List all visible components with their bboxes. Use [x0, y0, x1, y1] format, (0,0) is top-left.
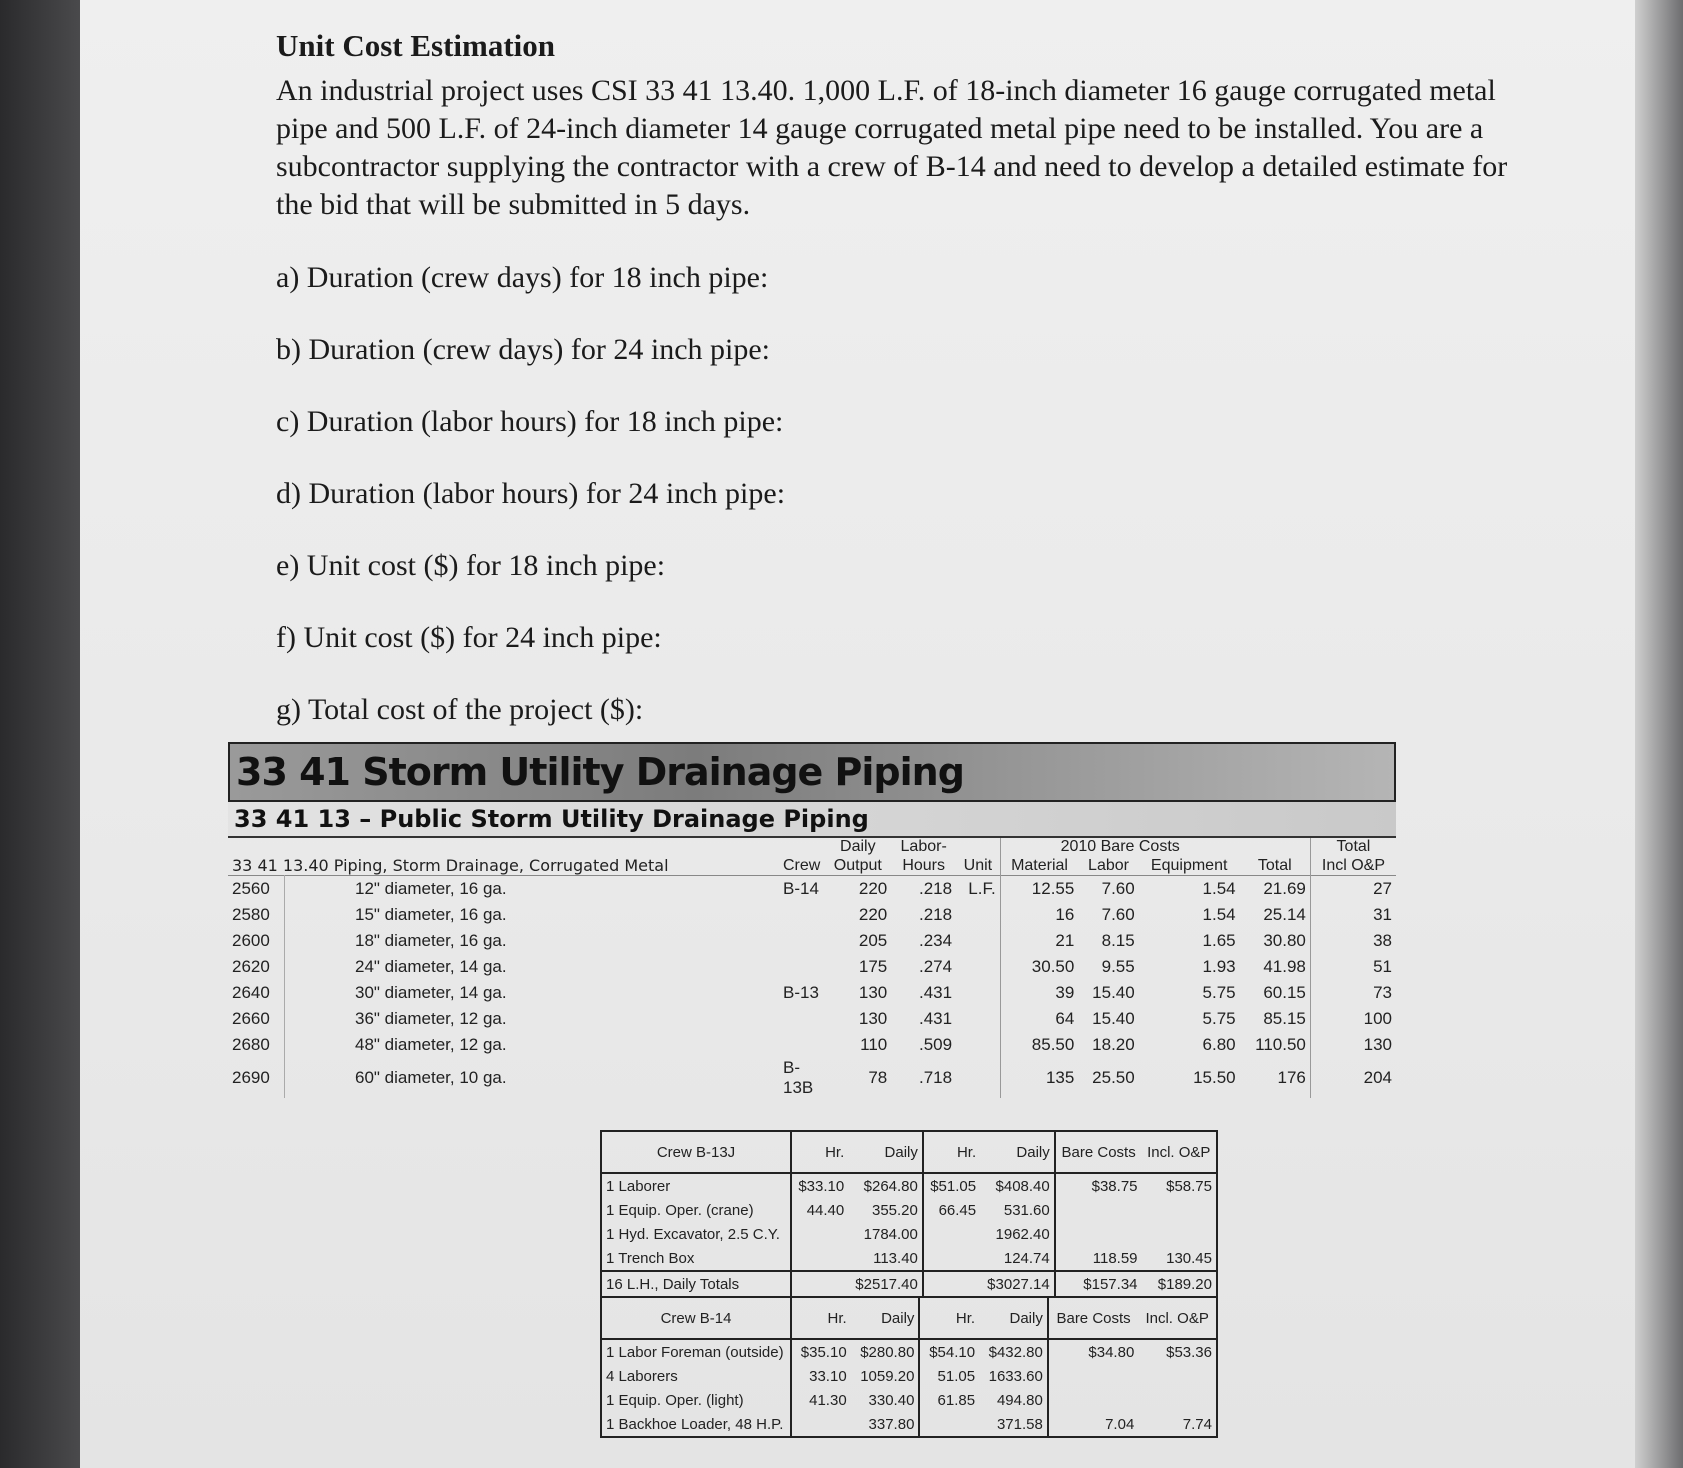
unit — [956, 954, 1000, 980]
crew-b13j-hdr-bare: Bare Costs — [1055, 1131, 1142, 1173]
crew-b14-table — [600, 1298, 1218, 1438]
crew-row — [601, 1198, 1217, 1222]
hdr-material: Material — [1000, 856, 1078, 876]
total-cost: 110.50 — [1255, 1035, 1306, 1054]
total-incl-op: 27 — [1310, 876, 1396, 903]
crew-b13j-hdr-daily: Daily — [848, 1131, 923, 1173]
subsection-header — [228, 802, 1396, 838]
hdr-total-op-1: Total — [1310, 838, 1396, 856]
material-cost: 85.50 — [1000, 1032, 1078, 1058]
daily-output: 220 — [858, 905, 888, 924]
material-cost: 30.50 — [1000, 954, 1078, 980]
daily-cost-op: 1633.60 — [988, 1367, 1043, 1385]
line-number: 2560 — [228, 876, 285, 903]
bare-cost: 7.04 — [1048, 1412, 1138, 1437]
labor-cost: 7.60 — [1101, 905, 1135, 924]
crew-code — [779, 1006, 824, 1032]
material-cost: 64 — [1000, 1006, 1078, 1032]
daily-output: 130 — [858, 1009, 888, 1028]
incl-op-cost: 130.45 — [1166, 1249, 1212, 1267]
crew-b13j-total-label: 16 L.H., Daily Totals — [601, 1271, 791, 1297]
daily-output: 220 — [858, 879, 888, 898]
cost-header-row-2 — [228, 856, 1396, 876]
crew-b14-hdr-daily: Daily — [851, 1298, 920, 1339]
labor-cost: 15.40 — [1092, 1009, 1135, 1028]
cost-row — [228, 954, 1396, 980]
item-description: 30" diameter, 14 ga. — [355, 983, 507, 1002]
crew-row — [601, 1246, 1217, 1271]
labor-cost: 15.40 — [1092, 983, 1135, 1002]
crew-row — [601, 1364, 1217, 1388]
hourly-rate: $33.10 — [791, 1173, 848, 1198]
hdr-daily: Daily — [840, 838, 876, 855]
hdr-hours: Hours — [902, 856, 945, 874]
question-d: d) Duration (labor hours) for 24 inch pipe: — [276, 477, 786, 510]
daily-cost-op: 494.80 — [996, 1391, 1043, 1409]
crew-b13j-hdr-hr: Hr. — [791, 1131, 848, 1173]
hdr-equipment: Equipment — [1150, 856, 1228, 874]
daily-cost-op: $408.40 — [995, 1177, 1050, 1195]
crew-member: 1 Trench Box — [606, 1249, 695, 1267]
crew-code — [779, 902, 824, 928]
labor-cost: 9.55 — [1101, 957, 1135, 976]
crew-row — [601, 1222, 1217, 1246]
crew-b13j-total-bare: $157.34 — [1055, 1271, 1142, 1297]
labor-hours: .218 — [918, 905, 953, 924]
crew-member: 1 Hyd. Excavator, 2.5 C.Y. — [606, 1225, 780, 1243]
daily-cost: $280.80 — [860, 1343, 915, 1361]
cost-row — [228, 1058, 1396, 1098]
hourly-rate: 33.10 — [791, 1364, 851, 1388]
hourly-rate — [791, 1246, 848, 1271]
hourly-rate — [791, 1222, 848, 1246]
item-description: 12" diameter, 16 ga. — [355, 879, 507, 898]
line-number: 2580 — [228, 902, 285, 928]
total-incl-op: 130 — [1310, 1032, 1396, 1058]
incl-op-cost — [1142, 1222, 1217, 1246]
division-title: 33 41 Storm Utility Drainage Piping — [236, 750, 964, 794]
crew-b13j-hdr-hr-op: Hr. — [923, 1131, 980, 1173]
hdr-bare-costs: 2010 Bare Costs — [1000, 838, 1239, 856]
material-cost: 16 — [1000, 902, 1078, 928]
crew-b14-hdr-bare: Bare Costs — [1048, 1298, 1138, 1339]
cost-row — [228, 1032, 1396, 1058]
incl-op-cost — [1138, 1364, 1217, 1388]
hourly-rate — [791, 1412, 851, 1437]
labor-hours: .509 — [918, 1035, 953, 1054]
labor-cost: 18.20 — [1092, 1035, 1135, 1054]
question-g: g) Total cost of the project ($): — [276, 693, 644, 726]
daily-output: 78 — [868, 1068, 888, 1087]
crew-b13j-total-daily: $2517.40 — [848, 1271, 923, 1297]
crew-b14-name: Crew B-14 — [601, 1298, 791, 1339]
cost-row — [228, 980, 1396, 1006]
unit — [956, 980, 1000, 1006]
hourly-rate: $35.10 — [791, 1339, 851, 1364]
total-incl-op: 31 — [1310, 902, 1396, 928]
crew-b14-hdr-incl: Incl. O&P — [1138, 1298, 1217, 1339]
question-f: f) Unit cost ($) for 24 inch pipe: — [276, 621, 662, 654]
crew-b13j-hdr-daily-op: Daily — [980, 1131, 1055, 1173]
cost-header-row-1 — [228, 838, 1396, 856]
daily-cost-op: 124.74 — [1003, 1249, 1050, 1267]
line-number: 2690 — [228, 1058, 285, 1098]
labor-cost: 7.60 — [1101, 879, 1135, 898]
equipment-cost: 1.54 — [1202, 879, 1236, 898]
hdr-crew: Crew — [783, 856, 821, 874]
crew-member: 1 Backhoe Loader, 48 H.P. — [606, 1415, 784, 1433]
labor-cost: 25.50 — [1092, 1068, 1135, 1087]
incl-op-cost — [1142, 1198, 1217, 1222]
total-cost: 60.15 — [1263, 983, 1306, 1002]
daily-output: 175 — [858, 957, 888, 976]
hourly-rate: 41.30 — [791, 1388, 851, 1412]
hdr-incl-op: Incl O&P — [1310, 856, 1396, 876]
cost-row — [228, 902, 1396, 928]
cost-row — [228, 1006, 1396, 1032]
hourly-rate-op: $51.05 — [923, 1173, 980, 1198]
problem-title: Unit Cost Estimation — [276, 28, 556, 63]
equipment-cost: 1.54 — [1202, 905, 1236, 924]
crew-b13j-body — [601, 1173, 1217, 1271]
daily-cost-op: 371.58 — [996, 1415, 1043, 1433]
daily-cost-op: 531.60 — [1003, 1201, 1050, 1219]
crew-code: B-13 — [783, 983, 819, 1002]
hourly-rate-op: 66.45 — [923, 1198, 980, 1222]
hdr-output: Output — [833, 856, 882, 874]
labor-hours: .218 — [918, 879, 953, 898]
crew-b13j-hdr-incl: Incl. O&P — [1142, 1131, 1217, 1173]
bare-cost — [1055, 1222, 1142, 1246]
question-list — [276, 258, 1596, 762]
unit — [956, 902, 1000, 928]
crew-member: 1 Labor Foreman (outside) — [606, 1343, 784, 1361]
labor-hours: .718 — [918, 1068, 953, 1087]
bare-cost — [1048, 1364, 1138, 1388]
daily-cost: 330.40 — [868, 1391, 915, 1409]
hourly-rate-op: 51.05 — [919, 1364, 979, 1388]
item-description: 18" diameter, 16 ga. — [355, 931, 507, 950]
daily-cost: 1784.00 — [863, 1225, 918, 1243]
crew-member: 1 Equip. Oper. (crane) — [606, 1201, 754, 1219]
crew-b14-header — [601, 1298, 1217, 1339]
item-description: 48" diameter, 12 ga. — [355, 1035, 507, 1054]
total-cost: 21.69 — [1263, 879, 1306, 898]
hourly-rate-op — [919, 1412, 979, 1437]
equipment-cost: 6.80 — [1202, 1035, 1236, 1054]
item-description: 60" diameter, 10 ga. — [355, 1068, 507, 1087]
unit: L.F. — [968, 879, 996, 898]
bare-cost: 118.59 — [1055, 1246, 1142, 1271]
crew-row — [601, 1339, 1217, 1364]
unit — [956, 1032, 1000, 1058]
equipment-cost: 5.75 — [1202, 983, 1236, 1002]
daily-cost-op: 1962.40 — [995, 1225, 1050, 1243]
material-cost: 135 — [1000, 1058, 1078, 1098]
crew-code — [779, 954, 824, 980]
line-number: 2680 — [228, 1032, 285, 1058]
question-c: c) Duration (labor hours) for 18 inch pipe: — [276, 405, 784, 438]
line-number: 2600 — [228, 928, 285, 954]
crew-code — [779, 928, 824, 954]
crew-row — [601, 1412, 1217, 1437]
division-header — [228, 742, 1396, 802]
total-cost: 85.15 — [1263, 1009, 1306, 1028]
item-description: 24" diameter, 14 ga. — [355, 957, 507, 976]
total-incl-op: 38 — [1310, 928, 1396, 954]
crew-b14-hdr-hr-op: Hr. — [919, 1298, 979, 1339]
bare-cost — [1055, 1198, 1142, 1222]
cost-table — [228, 838, 1396, 1098]
subsection-title: 33 41 13 – Public Storm Utility Drainage Piping — [234, 805, 869, 833]
hourly-rate-op: $54.10 — [919, 1339, 979, 1364]
incl-op-cost: $58.75 — [1166, 1177, 1212, 1195]
section-title: 33 41 13.40 Piping, Storm Drainage, Corrugated Metal — [232, 856, 669, 875]
crew-member: 1 Laborer — [606, 1177, 671, 1195]
equipment-cost: 15.50 — [1193, 1068, 1236, 1087]
crew-member: 1 Equip. Oper. (light) — [606, 1391, 744, 1409]
crew-b14-hdr-hr: Hr. — [791, 1298, 851, 1339]
crew-tables — [600, 1130, 1218, 1438]
labor-hours: .431 — [918, 983, 953, 1002]
daily-output: 205 — [858, 931, 888, 950]
incl-op-cost: $53.36 — [1166, 1343, 1212, 1361]
crew-code: B-13B — [783, 1058, 814, 1097]
unit — [956, 928, 1000, 954]
crew-b14-hdr-daily-op: Daily — [979, 1298, 1048, 1339]
cost-table-body — [228, 876, 1396, 1099]
hdr-unit: Unit — [963, 856, 993, 874]
hdr-total: Total — [1257, 856, 1292, 874]
daily-output: 110 — [860, 1035, 888, 1054]
daily-cost: 337.80 — [868, 1415, 915, 1433]
incl-op-cost: 7.74 — [1182, 1415, 1212, 1433]
labor-hours: .431 — [918, 1009, 953, 1028]
equipment-cost: 1.93 — [1202, 957, 1236, 976]
incl-op-cost — [1138, 1388, 1217, 1412]
crew-member: 4 Laborers — [606, 1367, 678, 1385]
total-cost: 176 — [1277, 1068, 1306, 1087]
equipment-cost: 1.65 — [1202, 931, 1236, 950]
total-cost: 41.98 — [1263, 957, 1306, 976]
crew-b13j-name: Crew B-13J — [601, 1131, 791, 1173]
question-a: a) Duration (crew days) for 18 inch pipe: — [276, 261, 769, 294]
problem-content — [276, 28, 1596, 762]
unit — [956, 1006, 1000, 1032]
crew-b13j-header — [601, 1131, 1217, 1173]
total-cost: 30.80 — [1263, 931, 1306, 950]
cost-row — [228, 928, 1396, 954]
monitor-bezel-right — [1635, 0, 1683, 1468]
hourly-rate-op: 61.85 — [919, 1388, 979, 1412]
daily-cost-op: $432.80 — [988, 1343, 1043, 1361]
total-cost: 25.14 — [1263, 905, 1306, 924]
hdr-labor-cost: Labor — [1088, 856, 1129, 874]
question-b: b) Duration (crew days) for 24 inch pipe: — [276, 333, 771, 366]
line-number: 2640 — [228, 980, 285, 1006]
equipment-cost: 5.75 — [1202, 1009, 1236, 1028]
labor-hours: .234 — [918, 931, 953, 950]
crew-b13j-total-daily-op: $3027.14 — [980, 1271, 1055, 1297]
crew-row — [601, 1173, 1217, 1198]
crew-row — [601, 1388, 1217, 1412]
material-cost: 21 — [1000, 928, 1078, 954]
labor-hours: .274 — [918, 957, 953, 976]
bare-cost: $38.75 — [1055, 1173, 1142, 1198]
hourly-rate-op — [923, 1222, 980, 1246]
daily-cost: $264.80 — [863, 1177, 918, 1195]
crew-b13j-total-incl: $189.20 — [1142, 1271, 1217, 1297]
daily-output: 130 — [858, 983, 888, 1002]
crew-code — [779, 1032, 824, 1058]
unit — [956, 1058, 1000, 1098]
total-incl-op: 73 — [1310, 980, 1396, 1006]
crew-b13j-total-row — [601, 1271, 1217, 1297]
crew-b14-body — [601, 1339, 1217, 1437]
hourly-rate-op — [923, 1246, 980, 1271]
crew-b13j-table — [600, 1130, 1218, 1298]
item-description: 36" diameter, 12 ga. — [355, 1009, 507, 1028]
daily-cost: 355.20 — [871, 1201, 918, 1219]
bare-cost: $34.80 — [1048, 1339, 1138, 1364]
daily-cost: 113.40 — [873, 1249, 918, 1267]
hourly-rate: 44.40 — [791, 1198, 848, 1222]
line-number: 2620 — [228, 954, 285, 980]
hdr-labor-hours-1: Labor- — [900, 838, 947, 855]
cost-row — [228, 876, 1396, 903]
daily-cost: 1059.20 — [860, 1367, 915, 1385]
cost-data-excerpt — [228, 742, 1396, 1098]
total-incl-op: 100 — [1310, 1006, 1396, 1032]
total-incl-op: 51 — [1310, 954, 1396, 980]
line-number: 2660 — [228, 1006, 285, 1032]
crew-code: B-14 — [783, 879, 819, 898]
question-e: e) Unit cost ($) for 18 inch pipe: — [276, 549, 666, 582]
bare-cost — [1048, 1388, 1138, 1412]
total-incl-op: 204 — [1310, 1058, 1396, 1098]
labor-cost: 8.15 — [1101, 931, 1135, 950]
item-description: 15" diameter, 16 ga. — [355, 905, 507, 924]
monitor-bezel-left — [0, 0, 80, 1468]
problem-statement: An industrial project uses CSI 33 41 13.40. 1,000 L.F. of 18-inch diameter 16 gauge corrugated metal pipe and 500 L.F. of 24-inch diameter 14 gauge corrugated metal pipe need to be installed. You are a subcontractor supplying the contractor with a crew of B-14 and need to develop a detailed estimate for the bid that will be submitted in 5 days. — [276, 74, 1508, 221]
material-cost: 39 — [1000, 980, 1078, 1006]
material-cost: 12.55 — [1000, 876, 1078, 903]
